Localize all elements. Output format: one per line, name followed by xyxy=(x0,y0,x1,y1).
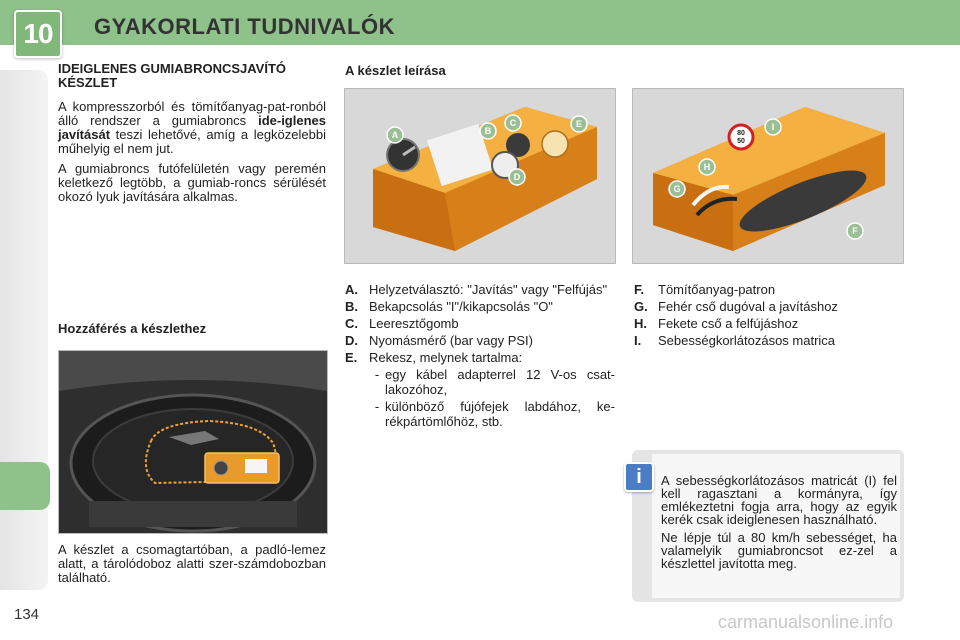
list-item xyxy=(634,316,904,331)
callout-f xyxy=(847,223,863,239)
compressor-back-illustration xyxy=(633,89,903,263)
callout-g xyxy=(669,181,685,197)
speed-sign-mph: 50 xyxy=(737,138,745,145)
trunk-illustration xyxy=(59,351,327,533)
info-icon: i xyxy=(624,462,654,492)
info-paragraph-2: Ne lépje túl a 80 km/h sebességet, ha valamelyik gumiabroncsot ez-zel a készlettel javította meg. xyxy=(661,530,897,571)
callout-h-label: H xyxy=(703,162,711,172)
sub-list-item xyxy=(369,367,615,397)
list-item xyxy=(345,299,615,314)
item-text: Nyomásmérő (bar vagy PSI) xyxy=(369,333,533,348)
callout-a xyxy=(387,127,403,143)
callout-b-label: B xyxy=(484,126,492,136)
callout-i-label: I xyxy=(771,122,775,132)
callout-b xyxy=(480,123,496,139)
item-letter: A. xyxy=(345,282,358,297)
speed-sign-kmh: 80 xyxy=(737,130,745,137)
item-text: Fekete cső a felfújáshoz xyxy=(658,316,799,331)
callout-c xyxy=(505,115,521,131)
kit-front-photo xyxy=(344,88,616,264)
item-letter: C. xyxy=(345,316,358,331)
callout-g-label: G xyxy=(673,184,681,194)
list-item xyxy=(634,282,904,297)
callout-c-label: C xyxy=(509,118,517,128)
speed-limit-sign xyxy=(729,125,753,149)
item-text: Bekapcsolás "I"/kikapcsolás "O" xyxy=(369,299,553,314)
callout-e-label: E xyxy=(575,119,583,129)
bullet-dash: - xyxy=(374,367,380,382)
item-text: Fehér cső dugóval a javításhoz xyxy=(658,299,838,314)
intro-paragraph xyxy=(58,100,326,156)
sub-item-text: egy kábel adapterrel 12 V-os csat-lakozóhoz, xyxy=(385,367,615,397)
callout-h xyxy=(699,159,715,175)
compressor-front-illustration xyxy=(345,89,615,263)
page-title: GYAKORLATI TUDNIVALÓK xyxy=(94,14,395,39)
item-letter: D. xyxy=(345,333,358,348)
sub-item-text: különböző fújófejek labdához, ke-rékpártömlőhöz, stb. xyxy=(385,399,615,429)
list-item xyxy=(634,299,904,314)
intro-text: A kompresszorból és tömítőanyag-pat-ronból álló rendszer a gumiabroncs xyxy=(58,99,326,128)
kit-parts-list-2 xyxy=(634,282,904,350)
list-item xyxy=(345,350,615,365)
page-number: 134 xyxy=(14,606,40,623)
list-item xyxy=(345,316,615,331)
watermark: carmanualsonline.info xyxy=(718,612,894,632)
item-text: Sebességkorlátozásos matrica xyxy=(658,333,836,348)
sub-list-item xyxy=(369,399,615,429)
trunk-photo xyxy=(58,350,328,534)
intro-bold-text: ide-iglenes javítását xyxy=(58,113,326,142)
kit-parts-list xyxy=(345,282,615,431)
item-letter: H. xyxy=(634,316,647,331)
chapter-number-badge: 10 xyxy=(14,10,62,58)
item-text: Tömítőanyag-patron xyxy=(658,282,776,297)
callout-i xyxy=(765,119,781,135)
access-heading: Hozzáférés a készlethez xyxy=(58,321,207,336)
kit-heading: IDEIGLENES GUMIABRONCSJAVÍTÓ KÉSZLET xyxy=(58,61,287,90)
callout-d-label: D xyxy=(513,172,521,182)
callout-d xyxy=(509,169,525,185)
chapter-side-tab xyxy=(0,462,50,510)
item-text: Leeresztőgomb xyxy=(369,316,459,331)
list-item xyxy=(634,333,904,348)
intro-paragraph-2: A gumiabroncs futófelületén vagy peremén keletkező legtöbb, a gumiab-roncs sérülését okozó lyuk javítására alkalmas. xyxy=(58,161,326,204)
info-text xyxy=(661,474,897,575)
item-letter: I. xyxy=(634,333,642,348)
callout-e xyxy=(571,116,587,132)
list-item xyxy=(345,282,615,297)
kit-description-heading: A készlet leírása xyxy=(345,63,446,78)
list-item xyxy=(345,333,615,348)
item-letter: E. xyxy=(345,350,358,365)
access-paragraph: A készlet a csomagtartóban, a padló-lemez alatt, a tárolódoboz alatti szer-számdobozban található. xyxy=(58,542,326,585)
item-text: Helyzetválasztó: "Javítás" vagy "Felfújás" xyxy=(369,282,608,297)
intro-text-end: teszi lehetővé, amíg a legközelebbi műhelyig el nem jut. xyxy=(58,127,326,156)
item-letter: B. xyxy=(345,299,358,314)
callout-f-label: F xyxy=(852,226,858,236)
item-text: Rekesz, melynek tartalma: xyxy=(369,350,523,365)
item-letter: F. xyxy=(634,282,645,297)
left-margin-strip xyxy=(0,70,48,590)
callout-a-label: A xyxy=(391,130,399,140)
info-paragraph-1: A sebességkorlátozásos matricát (I) fel kell ragasztani a kormányra, így emlékeztetni fogja arra, hogy az egyik kerék csak ideiglenesen használható. xyxy=(661,473,897,527)
intro-section xyxy=(58,62,326,210)
kit-back-photo xyxy=(632,88,904,264)
bullet-dash: - xyxy=(374,399,380,414)
item-letter: G. xyxy=(634,299,648,314)
